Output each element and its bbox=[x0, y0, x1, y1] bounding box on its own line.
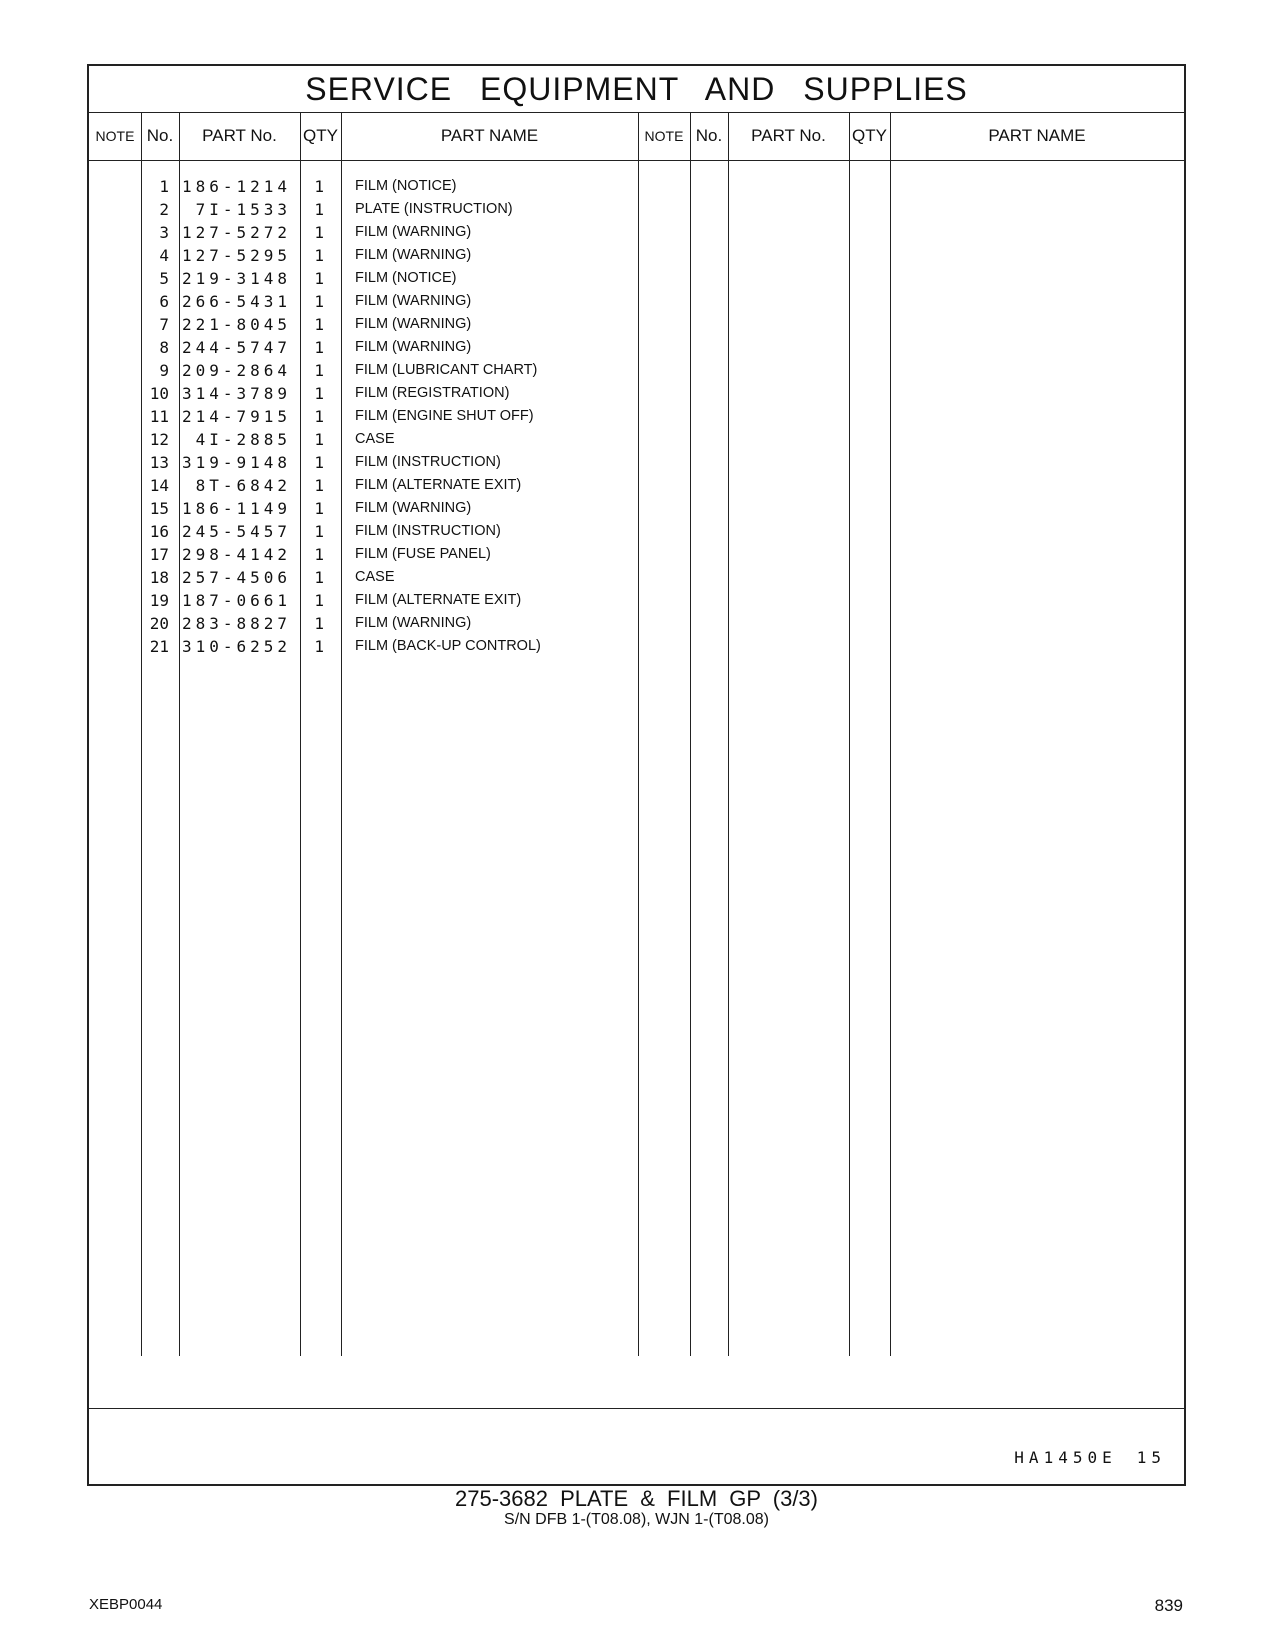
item-number: 9 bbox=[159, 361, 169, 380]
part-name: FILM (WARNING) bbox=[355, 224, 472, 240]
header-note-right: NOTE bbox=[644, 128, 684, 144]
serial-info: S/N DFB 1-(T08.08), WJN 1-(T08.08) bbox=[504, 1511, 769, 1528]
part-number: 4I-2885 bbox=[195, 430, 291, 449]
quantity: 1 bbox=[314, 476, 324, 495]
part-number: 186-1149 bbox=[181, 499, 291, 518]
table-row bbox=[89, 497, 1184, 520]
item-number: 14 bbox=[149, 476, 169, 495]
part-number: 186-1214 bbox=[181, 177, 291, 196]
item-number: 19 bbox=[149, 591, 169, 610]
table-row bbox=[89, 428, 1184, 451]
part-name: CASE bbox=[355, 431, 395, 447]
table-row bbox=[89, 451, 1184, 474]
quantity: 1 bbox=[314, 361, 324, 380]
part-number: 7I-1533 bbox=[195, 200, 291, 219]
illustration-reference bbox=[1014, 1448, 1166, 1467]
part-name: FILM (INSTRUCTION) bbox=[355, 454, 501, 470]
item-number: 16 bbox=[149, 522, 169, 541]
part-name: FILM (WARNING) bbox=[355, 247, 472, 263]
item-number: 11 bbox=[149, 407, 169, 426]
table-row bbox=[89, 267, 1184, 290]
part-name: FILM (ALTERNATE EXIT) bbox=[355, 477, 522, 493]
item-number: 2 bbox=[159, 200, 169, 219]
part-number: 266-5431 bbox=[181, 292, 291, 311]
page-number: 839 bbox=[1154, 1596, 1183, 1615]
part-number: 244-5747 bbox=[181, 338, 291, 357]
table-bottom-rule bbox=[89, 1408, 1184, 1409]
header-part-no-left: PART No. bbox=[202, 126, 277, 145]
part-number: 8T-6842 bbox=[195, 476, 291, 495]
quantity: 1 bbox=[314, 568, 324, 587]
table-row bbox=[89, 405, 1184, 428]
quantity: 1 bbox=[314, 177, 324, 196]
part-name: FILM (WARNING) bbox=[355, 293, 472, 309]
quantity: 1 bbox=[314, 453, 324, 472]
table-row bbox=[89, 382, 1184, 405]
table-row bbox=[89, 474, 1184, 497]
quantity: 1 bbox=[314, 637, 324, 656]
item-number: 17 bbox=[149, 545, 169, 564]
quantity: 1 bbox=[314, 545, 324, 564]
item-number: 10 bbox=[149, 384, 169, 403]
header-qty-right: QTY bbox=[852, 126, 887, 145]
part-number: 310-6252 bbox=[181, 637, 291, 656]
item-number: 5 bbox=[159, 269, 169, 288]
header-divider bbox=[89, 160, 1184, 161]
part-number: 319-9148 bbox=[181, 453, 291, 472]
part-name: FILM (ENGINE SHUT OFF) bbox=[355, 408, 534, 424]
part-name: FILM (FUSE PANEL) bbox=[355, 546, 491, 562]
part-name: PLATE (INSTRUCTION) bbox=[355, 201, 513, 217]
quantity: 1 bbox=[314, 338, 324, 357]
part-number: 127-5272 bbox=[181, 223, 291, 242]
part-number: 245-5457 bbox=[181, 522, 291, 541]
parts-table-frame bbox=[87, 64, 1186, 1486]
part-name: FILM (BACK-UP CONTROL) bbox=[355, 638, 541, 654]
table-row bbox=[89, 566, 1184, 589]
table-row bbox=[89, 543, 1184, 566]
item-number: 6 bbox=[159, 292, 169, 311]
header-part-no-right: PART No. bbox=[751, 126, 826, 145]
part-number: 257-4506 bbox=[181, 568, 291, 587]
document-id: XEBP0044 bbox=[89, 1596, 163, 1613]
part-number: 219-3148 bbox=[181, 269, 291, 288]
table-row bbox=[89, 359, 1184, 382]
part-name: FILM (WARNING) bbox=[355, 500, 472, 516]
part-name: CASE bbox=[355, 569, 395, 585]
part-number: 209-2864 bbox=[181, 361, 291, 380]
table-row bbox=[89, 313, 1184, 336]
quantity: 1 bbox=[314, 499, 324, 518]
table-row bbox=[89, 244, 1184, 267]
quantity: 1 bbox=[314, 200, 324, 219]
table-row bbox=[89, 221, 1184, 244]
item-number: 7 bbox=[159, 315, 169, 334]
part-name: FILM (LUBRICANT CHART) bbox=[355, 362, 538, 378]
part-number: 127-5295 bbox=[181, 246, 291, 265]
quantity: 1 bbox=[314, 269, 324, 288]
table-row bbox=[89, 198, 1184, 221]
part-name: FILM (NOTICE) bbox=[355, 178, 457, 194]
header-part-name-right: PART NAME bbox=[988, 126, 1086, 145]
group-title: 275-3682 PLATE & FILM GP (3/3) bbox=[454, 1486, 818, 1511]
parts-list bbox=[89, 175, 1184, 658]
part-number: 221-8045 bbox=[181, 315, 291, 334]
quantity: 1 bbox=[314, 223, 324, 242]
item-number: 1 bbox=[159, 177, 169, 196]
item-number: 3 bbox=[159, 223, 169, 242]
header-note-left: NOTE bbox=[95, 128, 135, 144]
part-name: FILM (ALTERNATE EXIT) bbox=[355, 592, 522, 608]
illustration-code: HA1450E bbox=[1014, 1448, 1117, 1467]
part-number: 283-8827 bbox=[181, 614, 291, 633]
header-no-right: No. bbox=[695, 126, 723, 145]
table-row bbox=[89, 336, 1184, 359]
item-number: 13 bbox=[149, 453, 169, 472]
quantity: 1 bbox=[314, 384, 324, 403]
quantity: 1 bbox=[314, 522, 324, 541]
quantity: 1 bbox=[314, 315, 324, 334]
part-number: 214-7915 bbox=[181, 407, 291, 426]
item-number: 18 bbox=[149, 568, 169, 587]
table-row bbox=[89, 175, 1184, 198]
header-qty-left: QTY bbox=[303, 126, 338, 145]
illustration-page: 15 bbox=[1136, 1448, 1166, 1467]
header-part-name-left: PART NAME bbox=[440, 126, 539, 145]
part-number: 314-3789 bbox=[181, 384, 291, 403]
part-name: FILM (INSTRUCTION) bbox=[355, 523, 501, 539]
item-number: 20 bbox=[149, 614, 169, 633]
part-name: FILM (REGISTRATION) bbox=[355, 385, 510, 401]
quantity: 1 bbox=[314, 430, 324, 449]
section-title: SERVICE EQUIPMENT AND SUPPLIES bbox=[89, 66, 1184, 113]
quantity: 1 bbox=[314, 292, 324, 311]
item-number: 12 bbox=[149, 430, 169, 449]
quantity: 1 bbox=[314, 614, 324, 633]
quantity: 1 bbox=[314, 591, 324, 610]
item-number: 15 bbox=[149, 499, 169, 518]
item-number: 8 bbox=[159, 338, 169, 357]
table-row bbox=[89, 612, 1184, 635]
item-number: 4 bbox=[159, 246, 169, 265]
part-number: 298-4142 bbox=[181, 545, 291, 564]
table-row bbox=[89, 290, 1184, 313]
table-row bbox=[89, 635, 1184, 658]
part-name: FILM (WARNING) bbox=[355, 615, 472, 631]
table-row bbox=[89, 589, 1184, 612]
header-no-left: No. bbox=[146, 126, 174, 145]
part-name: FILM (NOTICE) bbox=[355, 270, 457, 286]
part-number: 187-0661 bbox=[181, 591, 291, 610]
part-name: FILM (WARNING) bbox=[355, 339, 472, 355]
part-name: FILM (WARNING) bbox=[355, 316, 472, 332]
table-row bbox=[89, 520, 1184, 543]
item-number: 21 bbox=[149, 637, 169, 656]
quantity: 1 bbox=[314, 407, 324, 426]
quantity: 1 bbox=[314, 246, 324, 265]
